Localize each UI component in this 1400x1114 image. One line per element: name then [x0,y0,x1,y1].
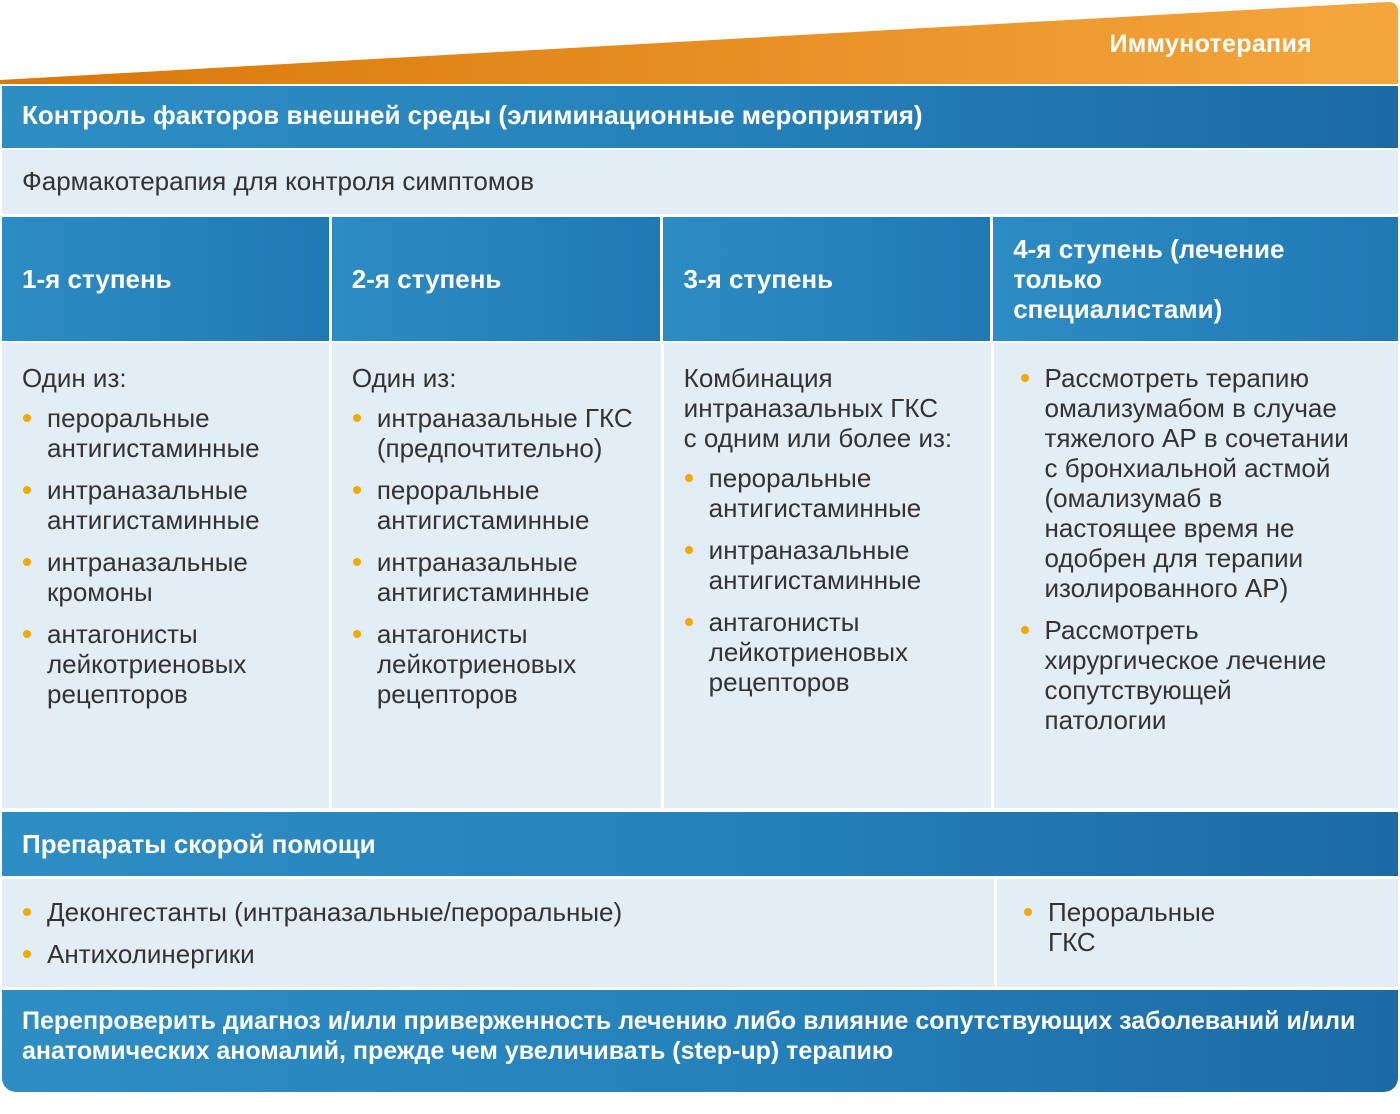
list-item: Пероральные ГКС [1023,897,1258,957]
step-2-intro: Один из: [351,363,457,393]
list-item: пероральные антигистаминные [352,475,647,535]
list-item: антагонисты лейкотриеновых рецепторов [352,619,647,709]
step-4-list [1020,363,1359,735]
list-item: антагонисты лейкотриеновых рецепторов [22,619,315,709]
environment-control-row: Контроль факторов внешней среды (элиминационные мероприятия) [2,86,1398,148]
step-3-intro: Комбинация интраназальных ГКС с одним или более из: [683,363,953,453]
step-3-list [684,463,977,697]
step-4-title: 4-я ступень (лечение только специалистами) [993,217,1398,341]
list-item: интраназальные антигистаминные [352,547,647,607]
step-1-intro: Один из: [22,363,127,393]
rescue-left-list [22,897,994,969]
list-item: пероральные антигистаминные [684,463,977,523]
step-header-row [2,217,1398,341]
step-2-title: 2-я ступень [332,217,661,341]
step-body-row [2,343,1398,808]
step-1-title: 1-я ступень [2,217,329,341]
list-item: Антихолинергики [22,939,994,969]
step-2-body [332,343,661,808]
list-item: интраназальные кромоны [22,547,315,607]
list-item: пероральные антигистаминные [22,403,315,463]
rescue-right-list [1023,897,1258,957]
step-4-body [994,343,1399,808]
step-3-title: 3-я ступень [663,217,990,341]
step-3-body [664,343,991,808]
step-1-list [22,403,315,709]
list-item: Деконгестанты (интраназальные/пероральные) [22,897,994,927]
step-2-list [352,403,647,709]
rescue-title-row: Препараты скорой помощи [2,812,1398,876]
recheck-row: Перепроверить диагноз и/или приверженность лечению либо влияние сопутствующих заболеваний и/или анатомических аномалий, прежде чем увеличивать (step-up) терапию [2,990,1398,1092]
list-item: интраназальные антигистаминные [684,535,977,595]
step-1-body [2,343,329,808]
pharmacotherapy-row: Фармакотерапия для контроля симптомов [2,150,1398,214]
list-item: антагонисты лейкотриеновых рецепторов [684,607,977,697]
list-item: интраназальные антигистаминные [22,475,315,535]
list-item: Рассмотреть хирургическое лечение сопутствующей патологии [1020,615,1359,735]
rescue-left-cell [2,879,994,987]
list-item: интраназальные ГКС (предпочтительно) [352,403,647,463]
list-item: Рассмотреть терапию омализумабом в случае тяжелого АР в сочетании с бронхиальной астмой (омализумаб в настоящее время не одобрен для терапии изолированного АР) [1020,363,1359,603]
rescue-right-cell [997,879,1398,987]
rescue-body-row [2,879,1398,987]
immunotherapy-label: Иммунотерапия [1109,30,1312,58]
